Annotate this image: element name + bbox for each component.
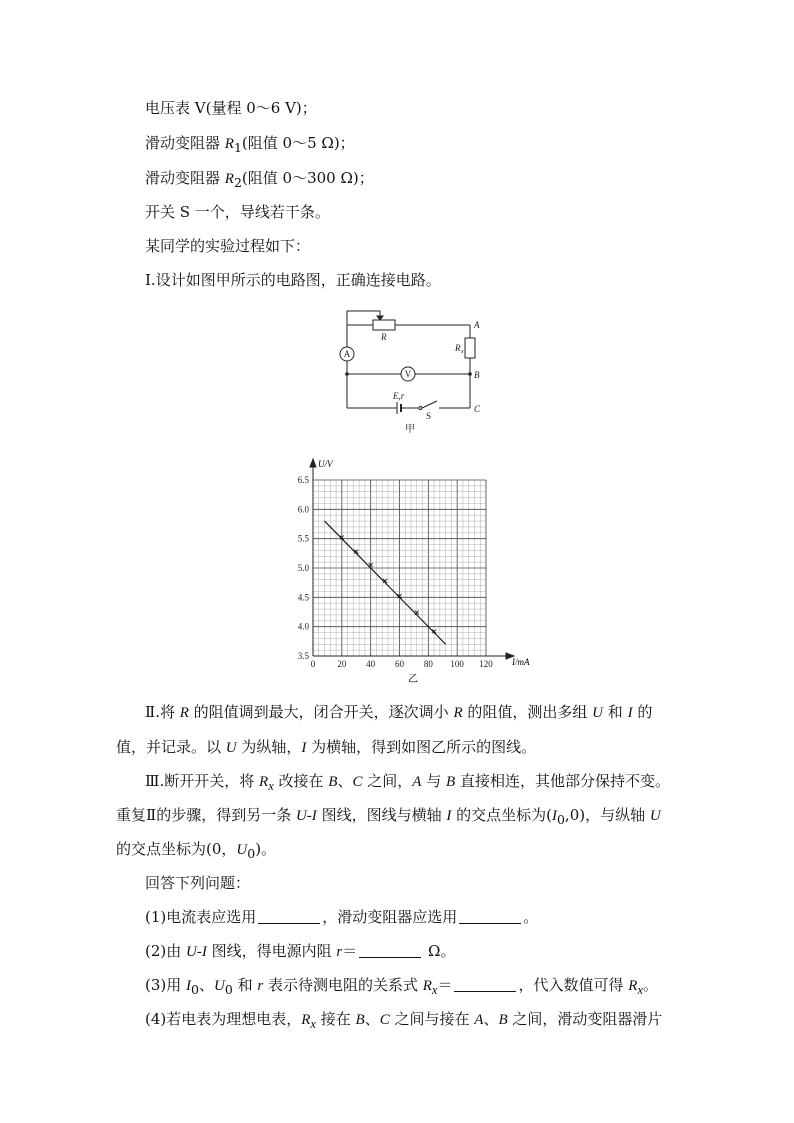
- text-line-questions-intro: 回答下列问题：: [145, 874, 251, 892]
- y-tick-label: 4.0: [297, 621, 309, 632]
- question-4: (4)若电表为理想电表，$R_x$ 接在 B、C 之间与接在 A、B 之间，滑动变阻器滑片: [145, 1010, 663, 1031]
- graph-axes: [310, 459, 514, 659]
- answer-blank-1b[interactable]: [459, 909, 521, 924]
- graph-xlabel: I/mA: [512, 657, 530, 667]
- y-tick-label: 4.5: [297, 592, 309, 603]
- text-line-step3-a: Ⅲ.断开开关，将 $R_x$ 改接在 B、C 之间，A 与 B 直接相连，其他部分保持不变。: [145, 772, 670, 793]
- text-line-step3-b: 重复Ⅱ的步骤，得到另一条 U-I 图线，图线与横轴 I 的交点坐标为$(I_0,0)$，与纵轴 U: [116, 806, 661, 827]
- label-rheostat: R: [381, 332, 387, 342]
- graph-ylabel: U/V: [318, 459, 333, 469]
- label-battery: E,r: [393, 391, 405, 401]
- circuit-diagram: [335, 305, 495, 435]
- text-line-rheostat-r2: 滑动变阻器 $R_2$(阻值 0～300 Ω)；: [145, 169, 374, 190]
- graph-caption: 乙: [408, 674, 418, 685]
- text-line-switch: 开关 S 一个，导线若干条。: [145, 203, 330, 221]
- label-rx-sub: x: [461, 349, 464, 355]
- text-line-step2-b: 值，并记录。以 U 为纵轴，I 为横轴，得到如图乙所示的图线。: [116, 738, 537, 756]
- answer-blank-1a[interactable]: [258, 909, 320, 924]
- label-rx: R: [455, 343, 461, 353]
- ammeter-symbol: A: [343, 349, 351, 359]
- y-tick-label: 5.5: [297, 533, 309, 544]
- text-line-process-intro: 某同学的实验过程如下：: [145, 237, 311, 255]
- y-tick-label: 6.5: [297, 475, 309, 485]
- answer-blank-2[interactable]: [359, 943, 421, 958]
- x-tick-label: 80: [423, 659, 433, 669]
- text-line-step2-a: Ⅱ.将 R 的阻值调到最大，闭合开关，逐次调小 R 的阻值，测出多组 U 和 I 的: [145, 703, 653, 721]
- question-1: (1)电流表应选用 ，滑动变阻器应选用 。: [145, 908, 539, 926]
- y-tick-label: 6.0: [297, 504, 309, 515]
- label-node-c: C: [474, 404, 481, 414]
- text-line-step1: Ⅰ.设计如图甲所示的电路图，正确连接电路。: [145, 271, 441, 289]
- question-3: (3)用 $I_0$、$U_0$ 和 r 表示待测电阻的关系式 $R_x=$ ，代入数值可得 $R_x$。: [145, 976, 659, 997]
- text-line-voltmeter: 电压表 V(量程 0～6 V)；: [145, 99, 317, 117]
- x-tick-label: 60: [395, 659, 404, 669]
- text-line-rheostat-r1: 滑动变阻器 $R_1$(阻值 0～5 Ω)；: [145, 134, 355, 155]
- question-2: (2)由 U-I 图线，得电源内阻 r＝ Ω。: [145, 942, 456, 960]
- graph-grid: [313, 480, 486, 656]
- x-tick-label: 0: [310, 659, 316, 669]
- x-tick-label: 120: [479, 659, 493, 669]
- x-tick-label: 100: [450, 659, 464, 669]
- caption-circuit: 甲: [405, 424, 415, 435]
- answer-blank-3[interactable]: [454, 977, 516, 992]
- y-tick-label: 5.0: [297, 563, 309, 573]
- label-node-b: B: [474, 370, 480, 380]
- x-tick-label: 20: [337, 659, 347, 669]
- voltmeter-symbol: V: [404, 369, 412, 379]
- y-tick-label: 3.5: [297, 651, 309, 661]
- label-node-a: A: [474, 320, 480, 330]
- ui-graph: [286, 455, 546, 685]
- x-tick-label: 40: [366, 659, 376, 669]
- text-line-step3-c: 的交点坐标为(0，$U_0$)。: [116, 840, 277, 861]
- label-switch: S: [426, 411, 432, 421]
- series-line: [325, 521, 446, 644]
